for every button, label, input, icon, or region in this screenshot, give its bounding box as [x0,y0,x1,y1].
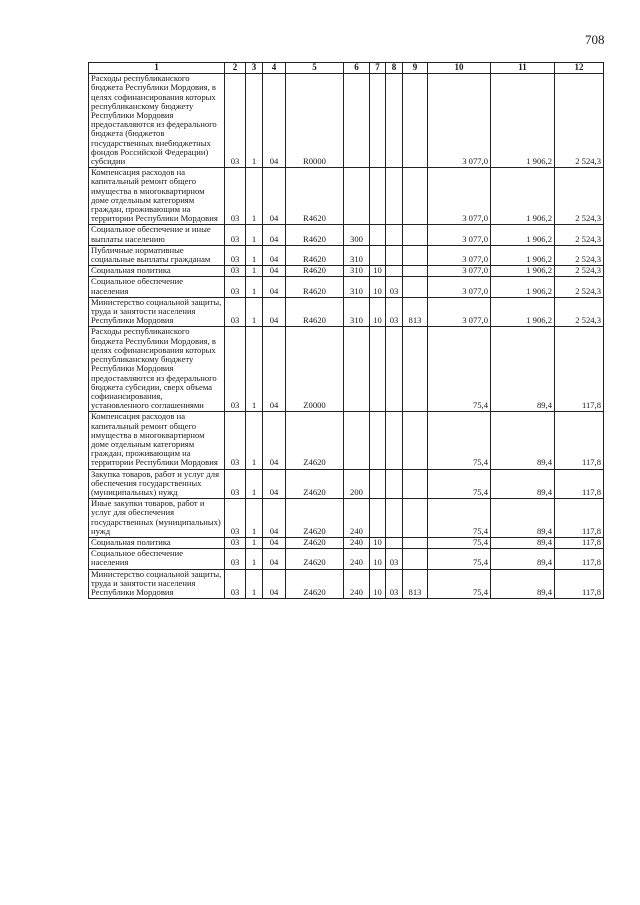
table-cell [370,499,386,538]
table-cell: 10 [370,297,386,327]
table-row [89,537,604,548]
row-name-cell: Закупка товаров, работ и услуг для обеспечения государственных (муниципальных) нужд [89,469,225,499]
table-cell: 1 [246,277,263,297]
table-cell: 03 [225,569,246,599]
table-cell [386,412,403,469]
table-cell: 1 [246,266,263,277]
table-cell: 03 [225,499,246,538]
column-header: 1 [89,63,225,74]
row-name-cell: Социальное обеспечение населения [89,277,225,297]
table-row [89,499,604,538]
table-cell: 03 [225,327,246,412]
table-cell [403,74,428,168]
table-cell [344,412,370,469]
table-cell: 1 [246,74,263,168]
table-cell: 2 524,3 [555,277,604,297]
row-name-cell: Компенсация расходов на капитальный ремонт общего имущества в многоквартирном доме отдельным категориям граждан, проживающим на территории Республики Мордовия [89,168,225,225]
table-cell: 1 [246,168,263,225]
table-cell: 1 [246,549,263,569]
table-cell: 03 [225,266,246,277]
table-cell: 310 [344,266,370,277]
column-header: 7 [370,63,386,74]
table-cell: 75,4 [428,549,491,569]
table-cell: 1 [246,537,263,548]
table-cell [403,277,428,297]
table-cell: 240 [344,499,370,538]
table-cell: R4620 [286,297,344,327]
column-header: 6 [344,63,370,74]
column-header: 9 [403,63,428,74]
table-cell: 1 906,2 [491,277,555,297]
table-cell: 3 077,0 [428,277,491,297]
table-cell: 03 [225,74,246,168]
table-cell [403,225,428,245]
table-cell: Z4620 [286,469,344,499]
table-cell: 75,4 [428,327,491,412]
row-name-cell: Иные закупки товаров, работ и услуг для обеспечения государственных (муниципальных) нужд [89,499,225,538]
table-row [89,569,604,599]
table-cell: 89,4 [491,549,555,569]
table-cell: 1 906,2 [491,168,555,225]
table-cell: 1 [246,225,263,245]
table-cell: 1 [246,469,263,499]
table-row [89,266,604,277]
column-header: 4 [263,63,286,74]
table-cell: 89,4 [491,412,555,469]
table-cell: 04 [263,499,286,538]
table-cell: 04 [263,569,286,599]
table-cell: 1 [246,412,263,469]
table-cell [386,74,403,168]
table-row [89,297,604,327]
table-cell: 03 [225,245,246,265]
table-row [89,245,604,265]
header-row [89,63,604,74]
table-cell: 04 [263,266,286,277]
column-header: 2 [225,63,246,74]
table-cell: 117,8 [555,569,604,599]
table-cell: 04 [263,74,286,168]
table-cell: 10 [370,266,386,277]
table-cell: 10 [370,537,386,548]
table-cell: 1 906,2 [491,245,555,265]
table-cell: 04 [263,537,286,548]
row-name-cell: Социальная политика [89,266,225,277]
table-cell [370,225,386,245]
table-cell: 1 906,2 [491,297,555,327]
table-cell [386,469,403,499]
table-cell: 04 [263,245,286,265]
table-cell: 03 [225,225,246,245]
table-cell [386,168,403,225]
column-header: 8 [386,63,403,74]
table-body [89,74,604,599]
table-cell [386,327,403,412]
table-cell: 2 524,3 [555,225,604,245]
table-cell: 03 [225,168,246,225]
table-cell: 117,8 [555,327,604,412]
table-cell: 03 [225,297,246,327]
table-cell: 3 077,0 [428,266,491,277]
table-cell: 03 [386,569,403,599]
table-cell: 310 [344,277,370,297]
table-cell: 04 [263,225,286,245]
table-cell: 03 [386,277,403,297]
table-cell: 75,4 [428,412,491,469]
row-name-cell: Расходы республиканского бюджета Республики Мордовия, в целях софинансирования которых республиканскому бюджету Республики Мордовия предоставляются из федерального бюджета субсидии, сверх объема софинансирования, установленного соглашениями [89,327,225,412]
table-cell: 300 [344,225,370,245]
table-cell: Z4620 [286,549,344,569]
table-cell [403,327,428,412]
table-cell: 89,4 [491,499,555,538]
table-cell [370,469,386,499]
table-cell: 2 524,3 [555,266,604,277]
table-cell: 2 524,3 [555,245,604,265]
table-cell [344,168,370,225]
table-cell: 240 [344,569,370,599]
table-cell: 04 [263,168,286,225]
table-cell: 813 [403,569,428,599]
table-cell: 1 906,2 [491,266,555,277]
table-row [89,168,604,225]
table-cell: 75,4 [428,499,491,538]
table-cell [386,225,403,245]
table-cell: 3 077,0 [428,225,491,245]
table-cell: R4620 [286,277,344,297]
table-cell: R4620 [286,225,344,245]
table-cell: 310 [344,297,370,327]
table-cell: 240 [344,549,370,569]
table-cell [370,168,386,225]
table-cell: 75,4 [428,569,491,599]
table-cell: 240 [344,537,370,548]
table-cell: 2 524,3 [555,297,604,327]
table-cell: 2 524,3 [555,168,604,225]
table-cell: Z4620 [286,412,344,469]
row-name-cell: Социальная политика [89,537,225,548]
table-cell: 117,8 [555,412,604,469]
table-cell: 310 [344,245,370,265]
table-cell [344,327,370,412]
table-cell [403,469,428,499]
table-row [89,469,604,499]
table-cell [386,266,403,277]
table-row [89,327,604,412]
table-cell: 04 [263,469,286,499]
column-header: 12 [555,63,604,74]
table-cell [403,549,428,569]
table-cell: 1 [246,499,263,538]
table-cell [403,499,428,538]
table-cell: 1 906,2 [491,74,555,168]
table-cell: 117,8 [555,549,604,569]
table-cell: 10 [370,569,386,599]
table-cell: 10 [370,549,386,569]
table-cell [403,412,428,469]
table-cell [386,537,403,548]
table-cell: Z0000 [286,327,344,412]
table-cell: 03 [225,277,246,297]
table-cell: 03 [225,537,246,548]
table-cell: 1 [246,569,263,599]
table-cell: 1 [246,245,263,265]
table-cell: 200 [344,469,370,499]
table-cell: 04 [263,327,286,412]
row-name-cell: Министерство социальной защиты, труда и занятости населения Республики Мордовия [89,569,225,599]
row-name-cell: Расходы республиканского бюджета Республики Мордовия, в целях софинансирования которых республиканскому бюджету Республики Мордовия предоставляются из федерального бюджета (бюджетов государственных внебюджетных фондов Российской Федерации) субсидии [89,74,225,168]
page-number: 708 [585,32,605,47]
table-row [89,412,604,469]
table-cell: 117,8 [555,537,604,548]
table-row [89,225,604,245]
table-cell [403,266,428,277]
table-cell: 03 [225,412,246,469]
table-cell [386,499,403,538]
table-cell [403,245,428,265]
table-cell: 1 [246,327,263,412]
table-row [89,549,604,569]
table-cell: 2 524,3 [555,74,604,168]
table-cell: 89,4 [491,469,555,499]
table-cell: Z4620 [286,537,344,548]
table-cell: Z4620 [286,499,344,538]
table-cell [403,537,428,548]
row-name-cell: Социальное обеспечение и иные выплаты населению [89,225,225,245]
table-cell: 3 077,0 [428,297,491,327]
column-header: 11 [491,63,555,74]
table-cell: 10 [370,277,386,297]
table-row [89,277,604,297]
table-cell: 03 [225,469,246,499]
table-cell: R4620 [286,245,344,265]
row-name-cell: Социальное обеспечение населения [89,549,225,569]
table-cell [370,74,386,168]
row-name-cell: Компенсация расходов на капитальный ремонт общего имущества в многоквартирном доме отдельным категориям граждан, проживающим на территории Республики Мордовия [89,412,225,469]
row-name-cell: Публичные нормативные социальные выплаты гражданам [89,245,225,265]
budget-table [88,62,604,599]
table-cell [344,74,370,168]
table-cell: 75,4 [428,469,491,499]
table-cell [403,168,428,225]
column-header: 10 [428,63,491,74]
table-cell: R0000 [286,74,344,168]
table-cell: 3 077,0 [428,168,491,225]
table-cell: 75,4 [428,537,491,548]
table-cell: 813 [403,297,428,327]
table-cell: 04 [263,297,286,327]
column-header: 3 [246,63,263,74]
table-cell: 03 [386,297,403,327]
table-cell [370,245,386,265]
table-cell: 04 [263,412,286,469]
table-cell: 89,4 [491,537,555,548]
table-cell: R4620 [286,266,344,277]
table-cell: 04 [263,277,286,297]
table-cell: 03 [386,549,403,569]
table-cell: 3 077,0 [428,74,491,168]
column-header: 5 [286,63,344,74]
table-cell: 89,4 [491,569,555,599]
table-cell: 04 [263,549,286,569]
table-cell: 3 077,0 [428,245,491,265]
table-cell: Z4620 [286,569,344,599]
table-cell: 1 906,2 [491,225,555,245]
table-cell [370,412,386,469]
table-cell [386,245,403,265]
table-cell: R4620 [286,168,344,225]
table-cell: 89,4 [491,327,555,412]
table-cell: 117,8 [555,499,604,538]
table-row [89,74,604,168]
table-cell: 1 [246,297,263,327]
row-name-cell: Министерство социальной защиты, труда и занятости населения Республики Мордовия [89,297,225,327]
table-cell: 117,8 [555,469,604,499]
table-cell [370,327,386,412]
table-cell: 03 [225,549,246,569]
